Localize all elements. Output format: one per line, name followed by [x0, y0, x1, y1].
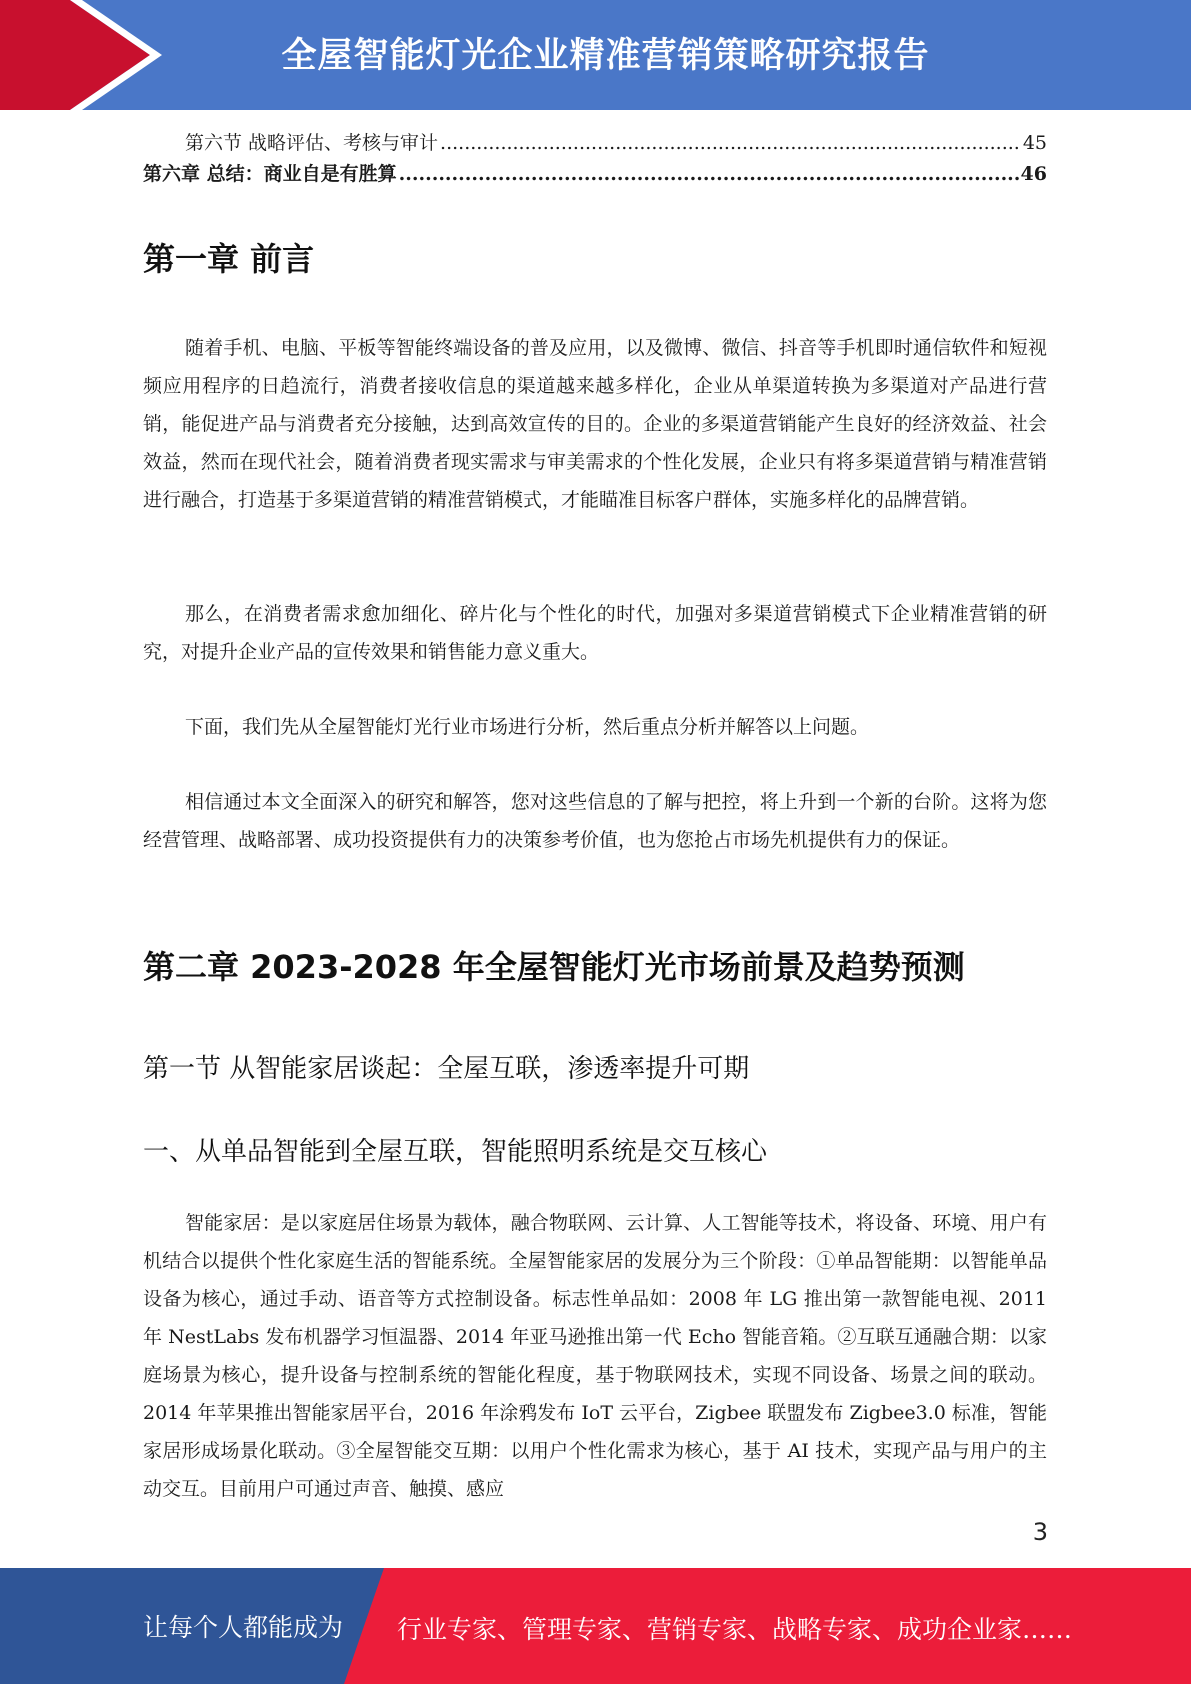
paragraph: 随着手机、电脑、平板等智能终端设备的普及应用，以及微博、微信、抖音等手机即时通信软件和短视频应用程序的日趋流行，消费者接收信息的渠道越来越多样化，企业从单渠道转换为多渠道对产品进行营销，能促进产品与消费者充分接触，达到高效宣传的目的。企业的多渠道营销能产生良好的经济效益、社会效益，然而在现代社会，随着消费者现实需求与审美需求的个性化发展，企业只有将多渠道营销与精准营销进行融合，打造基于多渠道营销的精准营销模式，才能瞄准目标客户群体，实施多样化的品牌营销。	[143, 337, 1047, 511]
section-heading: 第一节 从智能家居谈起：全屋互联，渗透率提升可期	[143, 1054, 750, 1084]
toc-entry-page: 46	[1020, 163, 1047, 185]
toc-entry-title: 第六章 总结：商业自是有胜算	[143, 163, 397, 185]
page-header	[0, 0, 1191, 110]
subsection-heading: 一、从单品智能到全屋互联，智能照明系统是交互核心	[143, 1137, 768, 1167]
paragraph: 智能家居：是以家庭居住场景为载体，融合物联网、云计算、人工智能等技术，将设备、环境、用户有机结合以提供个性化家庭生活的智能系统。全屋智能家居的发展分为三个阶段：①单品智能期：以智能单品设备为核心，通过手动、语音等方式控制设备。标志性单品如：2008 年 LG 推出第一款智能电视、2011 年 NestLabs 发布机器学习恒温器、2014 年亚马逊推出第一代 Echo 智能音箱。②互联互通融合期：以家庭场景为核心，提升设备与控制系统的智能化程度，基于物联网技术，实现不同设备、场景之间的联动。2014 年苹果推出智能家居平台，2016 年涂鸦发布 IoT 云平台，Zigbee 联盟发布 Zigbee3.0 标准，智能家居形成场景化联动。③全屋智能交互期：以用户个性化需求为核心，基于 AI 技术，实现产品与用户的主动交互。目前用户可通过声音、触摸、感应	[143, 1212, 1047, 1500]
toc-leader	[440, 128, 1021, 159]
chapter-heading: 第一章 前言	[143, 240, 315, 278]
toc-entry-title: 第六节 战略评估、考核与审计	[185, 132, 439, 154]
paragraph: 下面，我们先从全屋智能灯光行业市场进行分析，然后重点分析并解答以上问题。	[185, 716, 870, 738]
toc-entry-page: 45	[1022, 132, 1047, 154]
toc-entry[interactable]	[143, 128, 1047, 159]
page-footer	[0, 1568, 1191, 1684]
footer-slogan-left: 让每个人都能成为	[143, 1613, 344, 1642]
footer-slogan-right: 行业专家、管理专家、营销专家、战略专家、成功企业家……	[397, 1615, 1073, 1644]
toc	[143, 128, 1047, 190]
paragraph: 相信通过本文全面深入的研究和解答，您对这些信息的了解与把控，将上升到一个新的台阶。这将为您经营管理、战略部署、成功投资提供有力的决策参考价值，也为您抢占市场先机提供有力的保证。	[143, 791, 1047, 851]
report-title: 全屋智能灯光企业精准营销策略研究报告	[281, 36, 930, 76]
chapter-heading: 第二章 2023-2028 年全屋智能灯光市场前景及趋势预测	[143, 948, 965, 986]
paragraph: 那么，在消费者需求愈加细化、碎片化与个性化的时代，加强对多渠道营销模式下企业精准营销的研究，对提升企业产品的宣传效果和销售能力意义重大。	[143, 603, 1047, 663]
toc-leader	[399, 159, 1019, 190]
page-number: 3	[1032, 1518, 1048, 1546]
toc-entry[interactable]	[143, 159, 1047, 190]
